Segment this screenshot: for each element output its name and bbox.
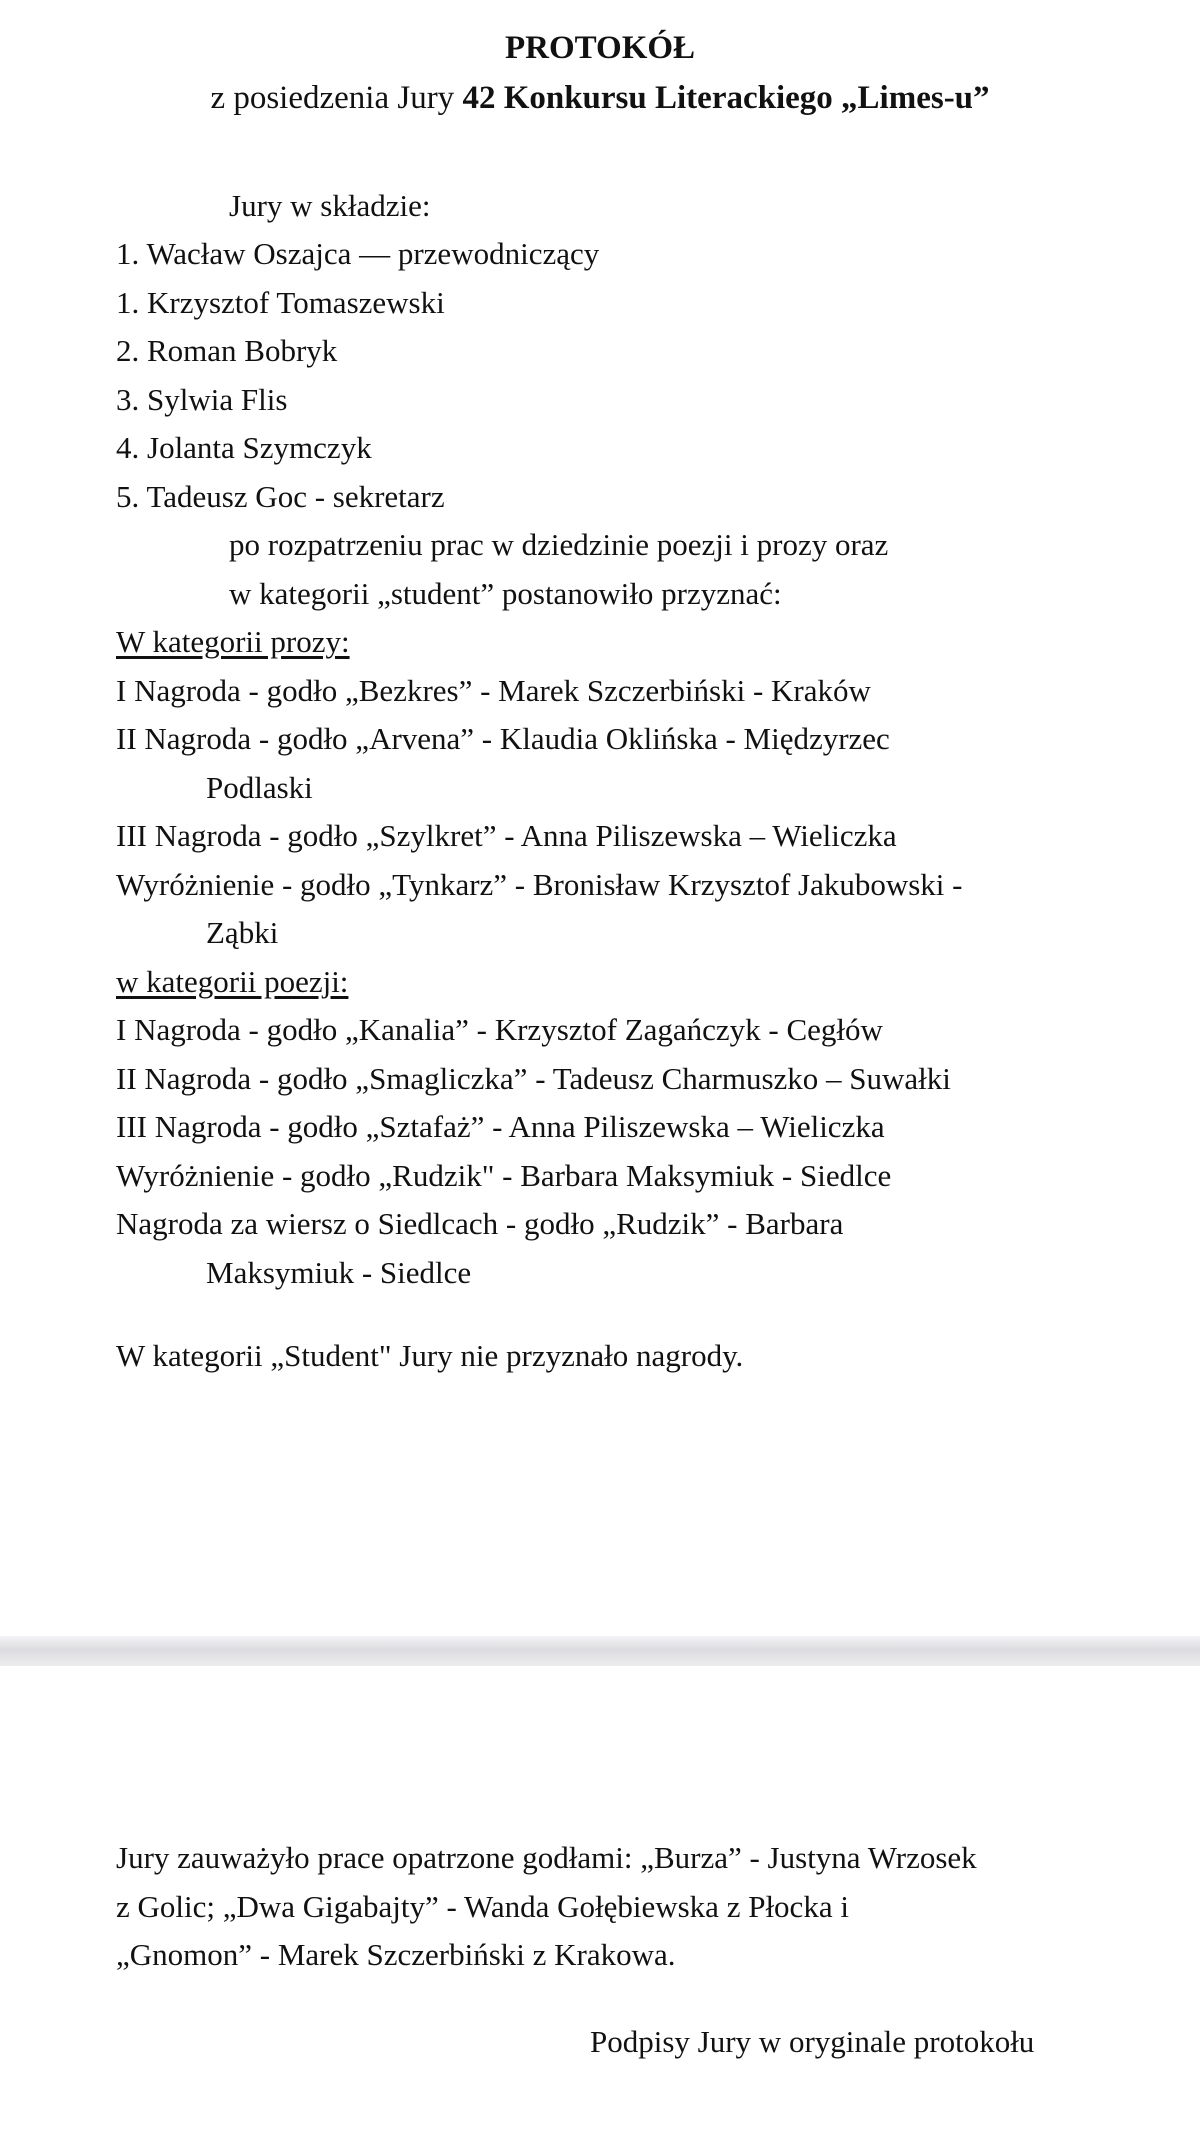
subtitle-contest-name: 42 Konkursu Literackiego „Limes-u” <box>462 80 990 116</box>
jury-intro: Jury w składzie: <box>229 188 431 223</box>
poetry-award-line: II Nagroda - godło „Smagliczka” - Tadeusz Charmuszko – Suwałki <box>116 1061 951 1096</box>
document-page-2 <box>0 1666 1200 2136</box>
jury-member: 4. Jolanta Szymczyk <box>116 430 372 465</box>
notice-line: „Gnomon” - Marek Szczerbiński z Krakowa. <box>116 1937 676 1972</box>
poetry-award-line: Maksymiuk - Siedlce <box>206 1255 472 1290</box>
poetry-award-line: I Nagroda - godło „Kanalia” - Krzysztof Zagańczyk - Cegłów <box>116 1012 883 1047</box>
poetry-award-line: Nagroda za wiersz o Siedlcach - godło „Rudzik” - Barbara <box>116 1206 844 1241</box>
prose-award-line: Wyróżnienie - godło „Tynkarz” - Bronisław Krzysztof Jakubowski - <box>116 867 963 902</box>
jury-member: 2. Roman Bobryk <box>116 333 338 368</box>
jury-decision-line: w kategorii „student” postanowiło przyznać: <box>229 576 782 611</box>
jury-decision-line: po rozpatrzeniu prac w dziedzinie poezji i prozy oraz <box>229 527 889 562</box>
prose-award-line: Podlaski <box>206 770 313 805</box>
jury-member: 3. Sylwia Flis <box>116 382 288 417</box>
prose-award-line: II Nagroda - godło „Arvena” - Klaudia Oklińska - Międzyrzec <box>116 721 890 756</box>
poetry-heading: w kategorii poezji: <box>116 964 349 999</box>
notice-line: z Golic; „Dwa Gigabajty” - Wanda Gołębiewska z Płocka i <box>116 1889 849 1924</box>
document-subtitle <box>0 78 1200 118</box>
prose-award-line: I Nagroda - godło „Bezkres” - Marek Szczerbiński - Kraków <box>116 673 871 708</box>
prose-heading: W kategorii prozy: <box>116 624 350 659</box>
jury-member: 5. Tadeusz Goc - sekretarz <box>116 479 445 514</box>
student-category-note: W kategorii „Student" Jury nie przyznało nagrody. <box>116 1338 744 1373</box>
notice-line: Jury zauważyło prace opatrzone godłami: „Burza” - Justyna Wrzosek <box>116 1840 977 1875</box>
poetry-award-line: III Nagroda - godło „Sztafaż” - Anna Piliszewska – Wieliczka <box>116 1109 885 1144</box>
subtitle-prefix: z posiedzenia Jury <box>210 80 463 116</box>
page-separator <box>0 1636 1200 1666</box>
document-title: PROTOKÓŁ <box>504 30 696 66</box>
jury-member: 1. Krzysztof Tomaszewski <box>116 285 445 320</box>
prose-award-line: Ząbki <box>206 915 279 950</box>
signature-note: Podpisy Jury w oryginale protokołu <box>590 2024 1035 2059</box>
jury-member: 1. Wacław Oszajca — przewodniczący <box>116 236 600 271</box>
prose-award-line: III Nagroda - godło „Szylkret” - Anna Piliszewska – Wieliczka <box>116 818 897 853</box>
poetry-award-line: Wyróżnienie - godło „Rudzik" - Barbara Maksymiuk - Siedlce <box>116 1158 892 1193</box>
